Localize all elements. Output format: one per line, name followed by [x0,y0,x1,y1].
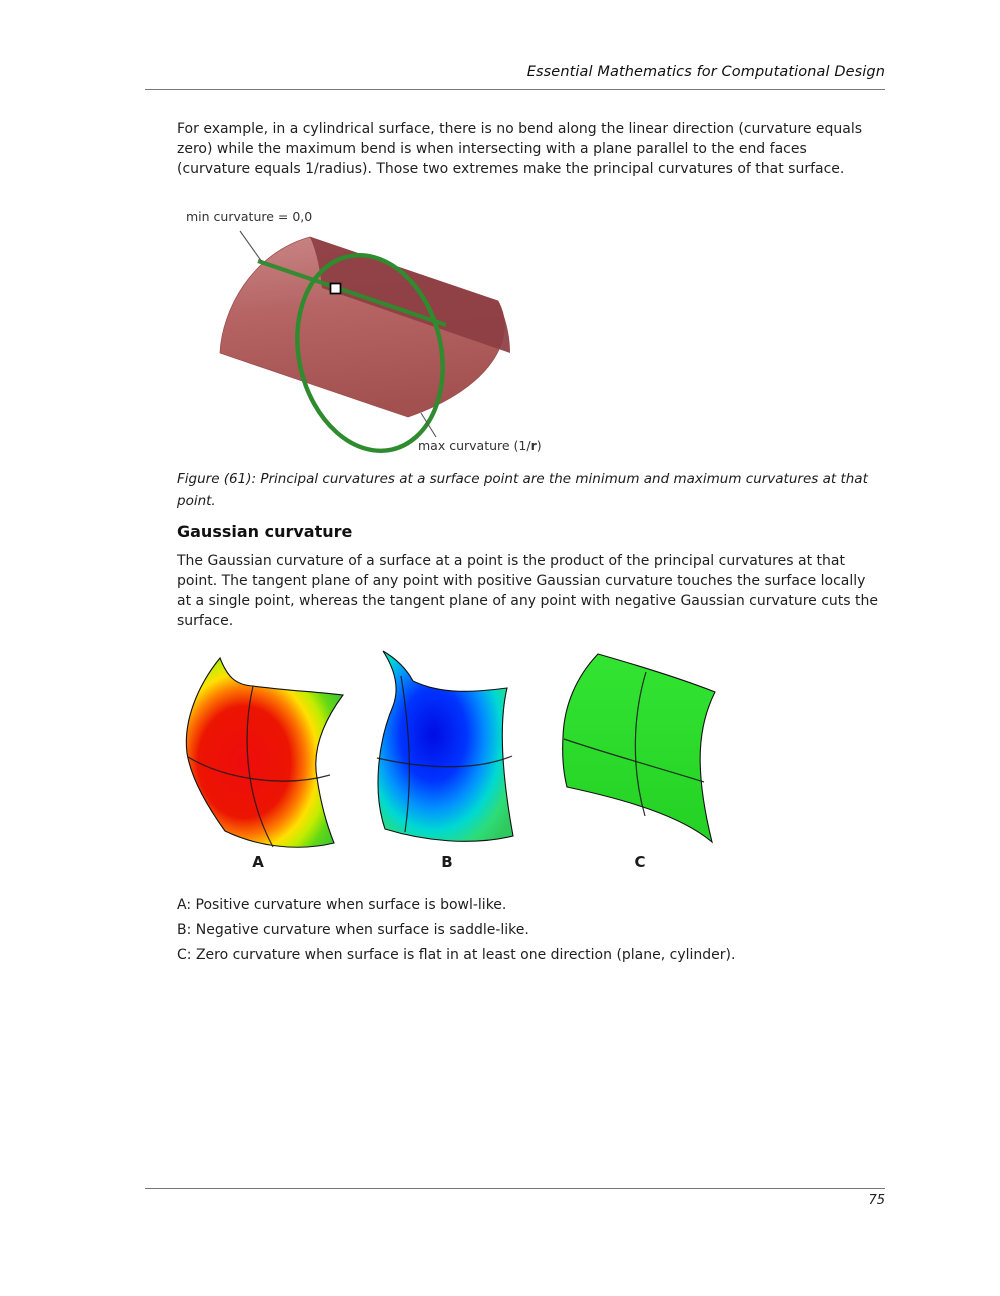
footer-rule [145,1188,885,1189]
legend-line-c: C: Zero curvature when surface is flat in at least one direction (plane, cylinder). [177,947,736,963]
page-number: 75 [868,1193,885,1208]
running-header: Essential Mathematics for Computational Design [526,64,885,80]
gaussian-curvature-surfaces [170,645,740,860]
intro-paragraph: For example, in a cylindrical surface, there is no bend along the linear direction (curvature equals zero) while the maximum bend is when intersecting with a plane parallel to the end faces (curvature equals 1/radius). Those two extremes make the principal curvatures of that surface. [177,121,863,177]
surface-b-negative [377,651,513,841]
surface-a-patch [186,658,343,847]
gaussian-paragraph: The Gaussian curvature of a surface at a point is the product of the principal curvatures at that point. The tangent plane of any point with positive Gaussian curvature touches the surface locally at a single point, whereas the tangent plane of any point with negative Gaussian curvature cuts the surface. [177,553,878,629]
min-curvature-label: min curvature = 0,0 [186,209,313,224]
surface-a-label: A [252,853,264,871]
max-label-r: r [530,438,537,453]
header-rule [145,89,885,90]
surface-b-label: B [441,853,453,871]
surface-c-zero [563,654,715,842]
legend-line-b: B: Negative curvature when surface is saddle-like. [177,922,529,938]
max-label-close: ) [536,438,542,453]
surface-a-positive [186,658,343,847]
min-label-leader-line [240,231,262,262]
max-label-text: max curvature (1/ [418,438,531,453]
figure-62 [170,645,740,860]
figure-61 [170,205,740,465]
legend-line-a: A: Positive curvature when surface is bowl-like. [177,897,507,913]
surface-point-marker [331,284,341,294]
figure-62-legend [177,893,917,968]
surface-c-label: C [634,853,646,871]
surface-c-patch [563,654,715,842]
surface-b-patch [378,651,513,841]
section-heading: Gaussian curvature [177,522,353,541]
max-curvature-label [418,438,542,453]
cylinder-curvature-illustration [170,205,740,465]
figure-61-caption: Figure (61): Principal curvatures at a surface point are the minimum and maximum curvatures at that point. [177,471,868,509]
